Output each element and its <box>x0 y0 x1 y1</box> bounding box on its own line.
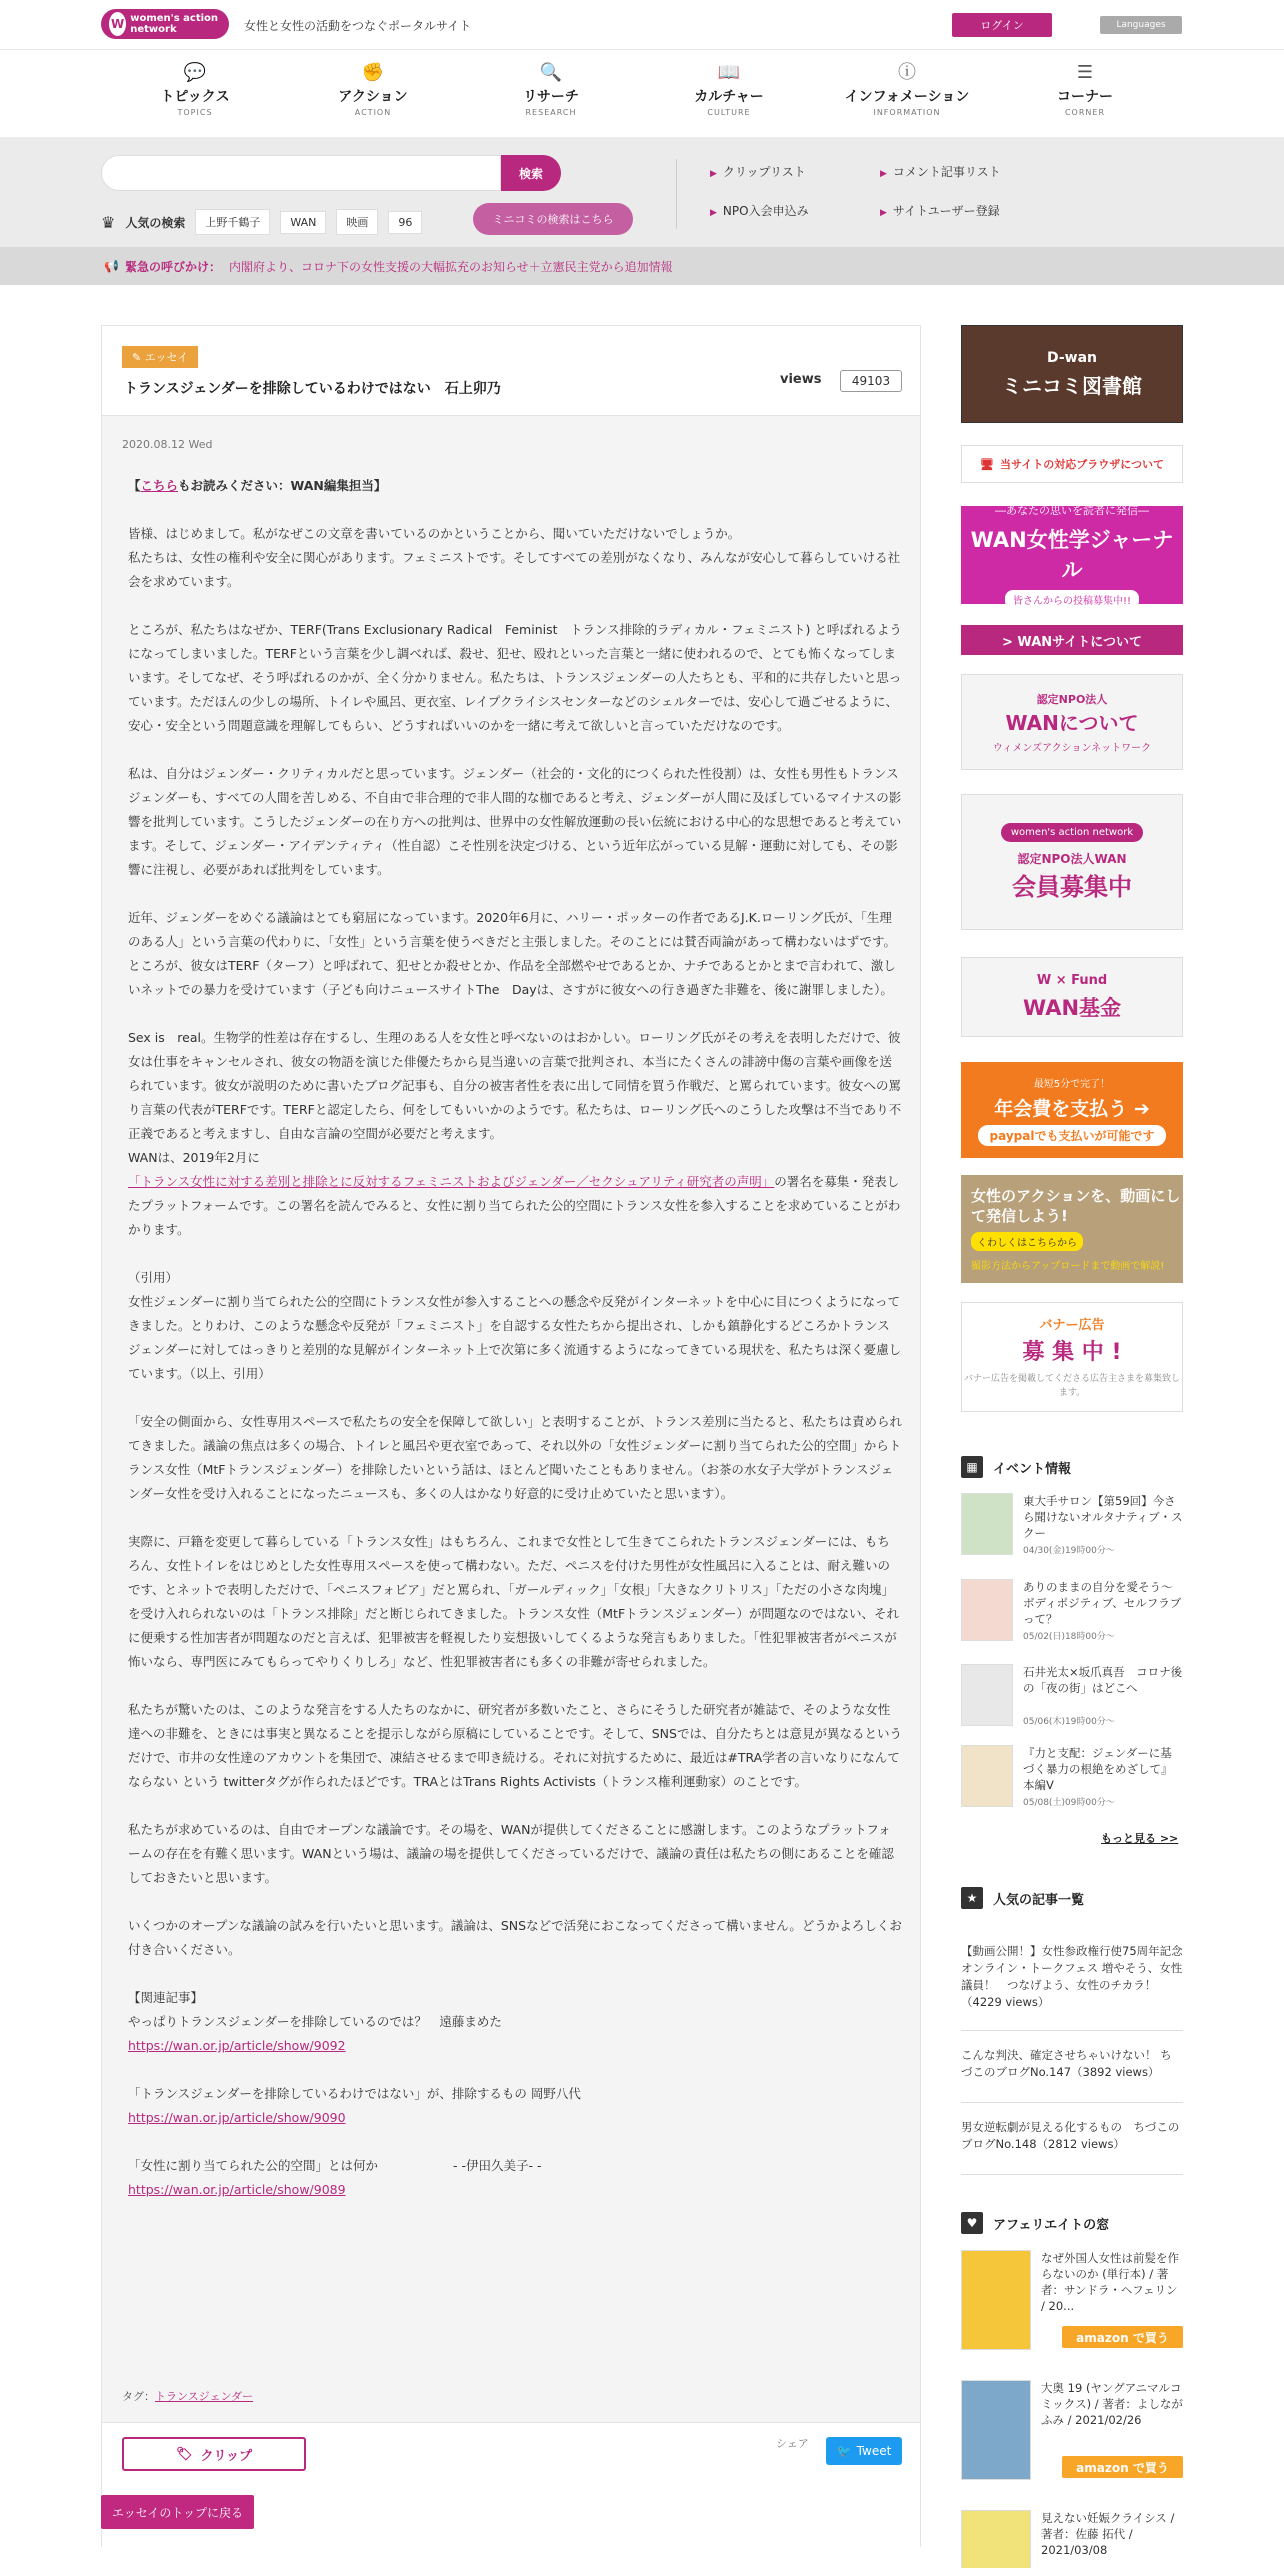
banner-small: 認定NPO法人WAN <box>1017 851 1127 866</box>
note-text: 【 <box>128 478 141 493</box>
article-title: トランスジェンダーを排除しているわけではない 石上卯乃 <box>124 381 501 397</box>
quote-paragraph: （引用） 女性ジェンダーに割り当てられた公的空間にトランス女性が参入することへの懸念や反発がインターネットを中心に目につくようになってきました。とりわけ、このような懸念や反発が「フェミニスト」を自認する女性たちから提出され、しかも鎮静化するどころかトランスジェンダーに対してはっきりと差別的な見解がインターネット上で次第に多く流通するようになってきている現状を、私たちは深く憂慮しています。（以上、引用） <box>128 1270 902 1381</box>
site-tagline: 女性と女性の活動をつなぐポータルサイト <box>244 19 472 33</box>
main-nav <box>120 62 1160 124</box>
heading-label: イベント情報 <box>993 1461 1072 1477</box>
related-title: 「トランスジェンダーを排除しているわけではない」が、排除するもの 岡野八代 <box>128 2086 581 2101</box>
search-input[interactable] <box>101 155 501 191</box>
views-label: views <box>780 372 822 387</box>
tweet-label: Tweet <box>856 2444 892 2458</box>
banner-note: くわしくはこちらから <box>971 1232 1083 1251</box>
login-button[interactable]: ログイン <box>952 13 1052 37</box>
affiliate-item <box>961 2250 1183 2360</box>
paragraph <box>128 1146 902 1242</box>
related-article <box>128 2154 902 2202</box>
clip-label: クリップ <box>200 2448 252 2464</box>
event-thumbnail <box>961 1493 1013 1555</box>
nav-sublabel: ACTION <box>354 108 392 117</box>
star-icon: ★ <box>961 1887 983 1909</box>
tags-label: タグ： <box>122 2390 155 2403</box>
paragraph: 私たちが驚いたのは、このような発言をする人たちのなかに、研究者が多数いたこと、さらにそうした研究者が雑誌で、そのような女性達への非難を、ときには事実と異なることを提示しながら原稿にしていることです。そして、SNSでは、自分たちとは意見が異なるというだけで、市井の女性達のアカウントを集団で、凍結させるまで叩き続ける。それに対抗するために、最近は#TRA学者の言いなりになんてならない という twitterタグが作られたほどです。TRAとはTrans Rights Activists（トランス権利運動家）のことです。 <box>128 1702 902 1789</box>
member-recruit-banner[interactable] <box>961 794 1183 930</box>
paragraph: いくつかのオープンな議論の試みを行いたいと思います。議論は、SNSなどで活発におこなってくださって構いません。どうかよろしくお付き合いください。 <box>128 1918 902 1957</box>
amazon-buy-button[interactable]: amazon で買う <box>1062 2456 1183 2478</box>
pay-fee-banner[interactable] <box>961 1062 1183 1158</box>
calendar-icon: ▦ <box>961 1456 983 1478</box>
banner-large: 会員募集中 <box>1012 872 1132 901</box>
banner-sub: 撮影方法からアップロードまで動画で解説! <box>971 1261 1165 1272</box>
event-item[interactable] <box>961 1745 1183 1815</box>
related-link[interactable]: https://wan.or.jp/article/show/9089 <box>128 2182 346 2197</box>
megaphone-icon: 📢 <box>104 259 119 273</box>
alert-message-link[interactable]: 内閣府より、コロナ下の女性支援の大幅拡充のお知らせ＋立憲民主党から追加情報 <box>228 259 673 274</box>
article-date: 2020.08.12 Wed <box>122 438 213 451</box>
event-item[interactable] <box>961 1664 1183 1734</box>
article-panel <box>101 325 921 2547</box>
banner-label: 当サイトの対応ブラウザについて <box>999 458 1164 471</box>
site-logo[interactable] <box>101 9 229 39</box>
tag-icon: 🏷 <box>176 2446 193 2462</box>
statement-link[interactable]: 「トランス女性に対する差別と排除とに反対するフェミニストおよびジェンダー／セクシュアリティ研究者の声明」 <box>128 1174 775 1189</box>
comment-list-link[interactable] <box>880 163 1050 180</box>
popular-article[interactable]: 男女逆転劇が見える化するもの ちづこのブログNo.148（2812 views） <box>961 2119 1183 2175</box>
nav-information[interactable] <box>832 62 982 124</box>
menu-icon: ☰ <box>1076 62 1094 83</box>
paragraph: ところが、私たちはなぜか、TERF(Trans Exclusionary Radical Feminist トランス排除的ラディカル・フェミニスト) と呼ばれるようになってしまいました。TERFという言葉を少し調べれば、殺せ、犯せ、殴れといった言葉と一緒に使われるので、とても怖くなってしまいます。そしてなぜ、そう呼ばれるのかが、全く分かりません。私たちは、トランスジェンダーの人たちとも、平和的に共存したいと思っています。ただほんの少しの場所、トイレや風呂、更衣室、レイプクライシスセンターなどのシェルターでは、安心して過ごせるように、安心・安全という問題意識を理解してもらい、どうすればいいのかを一緒に考えて欲しいと言っていただけなのです。 <box>128 622 902 733</box>
popular-article[interactable]: こんな判決、確定させちゃいけない！ ちづこのブログNo.147（3892 views） <box>961 2047 1183 2103</box>
npo-about-banner[interactable] <box>961 674 1183 770</box>
quick-links <box>710 163 1050 219</box>
popular-tag[interactable]: WAN <box>280 211 326 234</box>
paragraph: 皆様、はじめまして。私がなぜこの文章を書いているのかということから、聞いていただけないでしょうか。 私たちは、女性の権利や安全に関心があります。フェミニストです。そしてすべての差別がなくなり、みんなが安心して暮らしていける社会を求めています。 <box>128 526 901 589</box>
nav-sublabel: RESEARCH <box>525 108 577 117</box>
nav-sublabel: CULTURE <box>707 108 751 117</box>
events-more-link[interactable]: もっと見る >> <box>1101 1832 1179 1845</box>
views-count: 49103 <box>840 370 902 392</box>
journal-banner[interactable] <box>961 503 1183 607</box>
event-date: 05/08(土)09時00分～ <box>1023 1798 1115 1808</box>
pencil-icon: ✎ <box>132 351 145 364</box>
link-label: サイトユーザー登録 <box>892 204 1000 218</box>
event-date: 04/30(金)19時00分～ <box>1023 1546 1115 1556</box>
paragraph: 「安全の側面から、女性専用スペースで私たちの安全を保障して欲しい」と表明することが、トランス差別に当たると、私たちは責められてきました。議論の焦点は多くの場合、トイレと風呂や更衣室であって、それ以外の「女性ジェンダーに割り当てられた公的空間」からトランス女性（MtFトランスジェンダー）を排除したいという話は、ほとんど聞いたこともありません。（お茶の水女子大学がトランスジェンダー女性を受け入れることになったニュースも、多くの人はかなり好意的に受け止めていたと思います）。 <box>128 1414 903 1501</box>
banner-note: ウィメンズアクションネットワーク <box>992 742 1152 754</box>
popular-tag[interactable]: 96 <box>388 211 422 234</box>
popular-heading <box>961 1887 1084 1909</box>
user-register-link[interactable] <box>880 202 1050 219</box>
link-label: クリップリスト <box>722 165 806 179</box>
nav-sublabel: INFORMATION <box>873 108 941 117</box>
banner-large: WAN基金 <box>1022 995 1122 1020</box>
event-title: ありのままの自分を愛そう〜ボディポジティブ、セルフラブって？ <box>1023 1580 1182 1626</box>
nav-label: カルチャー <box>694 89 764 105</box>
banner-small: D-wan <box>1046 349 1098 366</box>
heading-label: 人気の記事一覧 <box>993 1892 1085 1908</box>
paragraph-text: WANは、2019年2月に <box>128 1150 260 1165</box>
paragraph: 私は、自分はジェンダー・クリティカルだと思っています。ジェンダー（社会的・文化的につくられた性役割）は、女性も男性もトランスジェンダーも、すべての人間を苦しめる、不自由で非合理的で非人間的な枷であると考え、ジェンダーが人間に及ぼしているマイナスの影響を批判しています。こうしたジェンダーの在り方への批判は、世界中の女性解放運動の長い伝統における中心的な思想であると考えています。そして、ジェンダー・アイデンティティ（性自認）こそ性別を決定づける、という近年広がっている見解・運動に対しても、その影響に注視し、必要があれば批判をしています。 <box>128 766 902 877</box>
banner-small: W × Fund <box>1036 972 1108 988</box>
event-date: 05/02(日)18時00分～ <box>1023 1632 1115 1642</box>
book-icon: 📖 <box>717 62 741 83</box>
divider <box>676 159 677 229</box>
nav-label: アクション <box>338 89 408 105</box>
monitor-icon: 🖥 <box>980 457 994 471</box>
related-title: やっぱりトランスジェンダーを排除しているのでは？ 遠藤まめた <box>128 2014 502 2029</box>
affiliate-heading <box>961 2212 1109 2234</box>
event-title: 東大手サロン【第59回】今さら聞けないオルタナティブ・スクー <box>1023 1494 1183 1540</box>
paragraph: 実際に、戸籍を変更して暮らしている「トランス女性」はもちろん、これまで女性として生きてこられたトランスジェンダーには、もちろん、女性トイレをはじめとした女性専用スペースを使って構わない。ただ、ペニスを付けた男性が女性風呂に入ることは、耐え難いのです、とネットで表明しただけで、「ペニスフォビア」だと罵られ、「ガールディック」「女根」「大きなクリトリス」「ただの小さな肉塊」を受け入れられないのは「トランス排除」だと断じられてきました。トランス女性（MtFトランスジェンダー）が問題なのではない、それに便乗する性加害者が問題なのだと言えば、犯罪被害を軽視したり妄想扱いしてくるような発言もありました。「性犯罪被害者がペニスが怖いなら、専門医にみてもらってやりくりしろ」など、性犯罪被害者にも多くの非難が寄せられました。 <box>128 1534 900 1669</box>
speech-icon: 💬 <box>183 62 207 83</box>
banner-logo: women's action network <box>1001 823 1143 842</box>
book-cover <box>961 2510 1031 2568</box>
note-link[interactable]: こちら <box>140 478 179 493</box>
popular-article[interactable]: 【動画公開！】女性参政権行使75周年記念 オンライン・トークフェス 増やそう、女性議員！ つなげよう、女性のチカラ！（4229 views） <box>961 1943 1183 2031</box>
article-header <box>102 326 920 416</box>
banner-large: WAN女性学ジャーナル <box>970 527 1174 582</box>
languages-button[interactable]: Languages <box>1100 16 1182 34</box>
arrow-icon: ▶ <box>880 169 887 179</box>
tag-link[interactable]: トランスジェンダー <box>155 2390 254 2403</box>
related-link[interactable]: https://wan.or.jp/article/show/9092 <box>128 2038 346 2053</box>
banner-title: 女性のアクションを、動画にして発信しよう! <box>971 1187 1181 1225</box>
browser-support-banner[interactable] <box>961 445 1183 483</box>
event-item[interactable] <box>961 1579 1183 1649</box>
nav-corner[interactable] <box>1010 62 1160 124</box>
event-thumbnail <box>961 1664 1013 1726</box>
paragraph: Sex is real。生物学的性差は存在するし、生理のある人を女性と呼べないのはおかしい。ローリング氏がその考えを表明しただけで、彼女は仕事をキャンセルされ、彼女の物語を演じた俳優たちから見当違いの言葉で批判され、本当にたくさんの誹謗中傷の言葉や画像を送られています。彼女が説明のために書いたブログ記事も、自分の被害者性を表に出して同情を買う作戦だ、と罵られています。彼女への罵り言葉の代表がTERFです。TERFと認定したら、何をしてもいいかのようです。私たちは、ローリング氏へのこうした攻撃は不当であり不正義であると考えますし、自由な言論の空間が必要だと考えます。 <box>128 1030 902 1141</box>
logo-text: women's action network <box>130 13 219 35</box>
amazon-buy-button[interactable]: amazon で買う <box>1062 2326 1183 2348</box>
banner-large: 年会費を支払う ➔ <box>994 1097 1150 1120</box>
clip-list-link[interactable] <box>710 163 880 180</box>
affiliate-item <box>961 2510 1183 2568</box>
banner-ad-recruit[interactable] <box>961 1302 1183 1412</box>
paragraph: 私たちが求めているのは、自由でオープンな議論です。その場を、WANが提供してくださることに感謝します。このようなプラットフォームの存在を有難く思います。WANという場は、議論の場を提供してくださっているだけで、議論の責任は私たちの側にあることを確認しておきたいと思います。 <box>128 1822 894 1885</box>
arrow-icon: ▶ <box>880 208 887 218</box>
banner-small: ―あなたの思いを読者に発信― <box>995 503 1149 517</box>
event-item[interactable] <box>961 1493 1183 1563</box>
related-articles <box>128 1986 902 2058</box>
heading-label: アフェリエイトの窓 <box>993 2217 1110 2233</box>
banner-large: WANについて <box>1005 710 1139 735</box>
popular-tag[interactable]: 上野千鶴子 <box>195 209 270 235</box>
nav-label: インフォメーション <box>844 89 970 105</box>
banner-small: バナー広告 <box>1039 1318 1105 1333</box>
nav-topics[interactable] <box>120 62 270 124</box>
article-tags <box>122 2388 253 2404</box>
banner-note: バナー広告を掲載してくださる広告主さまを募集致します。 <box>963 1374 1180 1398</box>
twitter-bird-icon: 🐦 <box>836 2444 852 2458</box>
event-title: 石井光太×坂爪真吾 コロナ後の「夜の街」はどこへ <box>1023 1665 1183 1695</box>
logo-mark: W <box>109 12 126 36</box>
nav-sublabel: TOPICS <box>177 108 213 117</box>
link-label: NPO入会申込み <box>722 204 809 218</box>
banner-small: 最短5分で完了！ <box>1033 1078 1111 1090</box>
dwan-library-banner[interactable] <box>961 325 1183 423</box>
affiliate-title[interactable]: 見えない妊娠クライシス / 著者：佐藤 拓代 / 2021/03/08 <box>1041 2511 1175 2557</box>
category-badge[interactable] <box>122 346 198 368</box>
video-action-banner[interactable] <box>961 1175 1183 1283</box>
event-thumbnail <box>961 1579 1013 1641</box>
related-link[interactable]: https://wan.or.jp/article/show/9090 <box>128 2110 346 2125</box>
search-button[interactable]: 検索 <box>501 155 561 191</box>
popular-tag[interactable]: 映画 <box>336 209 378 235</box>
minicomi-search-button[interactable]: ミニコミの検索はこちら <box>473 203 633 235</box>
paragraph-text: の署名を募集・発表したプラットフォームです。この署名を読んでみると、女性に割り当てられた公的空間にトランス女性を参入することを求めていることがわかります。 <box>128 1174 901 1237</box>
event-date: 05/06(木)19時00分～ <box>1023 1717 1115 1727</box>
nav-label: トピックス <box>160 89 230 105</box>
related-article <box>128 2082 902 2130</box>
clip-button[interactable] <box>122 2437 306 2471</box>
magnifier-icon: 🔍 <box>539 62 563 83</box>
arrow-icon: ▶ <box>710 169 717 179</box>
editor-note <box>128 474 902 498</box>
affiliate-item <box>961 2380 1183 2490</box>
event-thumbnail <box>961 1745 1013 1807</box>
alert-label: 緊急の呼びかけ： <box>124 259 221 274</box>
heart-icon: ♥ <box>961 2212 983 2234</box>
event-title: 『力と支配：ジェンダーに基づく暴力の根絶をめざして』 本編V <box>1023 1746 1179 1792</box>
paragraph: 近年、ジェンダーをめぐる議論はとても窮屈になっています。2020年6月に、ハリー・ポッターの作者であるJ.K.ローリング氏が、「生理のある人」という言葉の代わりに、「女性」という言葉を使うべきだと主張しました。そのことには賛否両論があって構わないはずです。ところが、彼女はTERF（ターフ）と呼ばれて、犯せとか殺せとか、作品を全部燃やせであるとか、ナチであるとかとまで言われて、激しいネットでの暴力を受けています（子ども向けニュースサイトThe Dayは、さすがに彼女への行き過ぎた非難を、後に謝罪しました）。 <box>128 910 897 997</box>
nav-research[interactable] <box>476 62 626 124</box>
arrow-icon: ▶ <box>710 208 717 218</box>
affiliate-title[interactable]: 大奥 19 (ヤングアニマルコミックス) / 著者：よしながふみ / 2021/02/26 <box>1041 2381 1183 2427</box>
banner-note: 皆さんからの投稿募集中!! <box>1005 590 1139 609</box>
related-title: 「女性に割り当てられた公的空間」とは何か - -伊田久美子- - <box>128 2158 542 2173</box>
nav-sublabel: CORNER <box>1064 108 1106 117</box>
banner-note: paypalでも支払いが可能です <box>978 1125 1167 1146</box>
hand-icon: ✊ <box>361 62 385 83</box>
category-label: エッセイ <box>144 351 189 364</box>
related-label: 【関連記事】 <box>128 1990 204 2005</box>
nav-label: リサーチ <box>523 89 579 105</box>
info-icon: ⓘ <box>898 62 916 83</box>
note-text: もお読みください：WAN編集担当】 <box>178 478 387 493</box>
npo-join-link[interactable] <box>710 202 880 219</box>
affiliate-title[interactable]: なぜ外国人女性は前髪を作らないのか (単行本) / 著者：サンドラ・ヘフェリン / 20... <box>1041 2251 1179 2313</box>
link-label: コメント記事リスト <box>892 165 1001 179</box>
wan-fund-banner[interactable] <box>961 957 1183 1037</box>
banner-large: 募 集 中 ! <box>1022 1340 1122 1365</box>
nav-culture[interactable] <box>654 62 804 124</box>
back-to-essay-button[interactable]: エッセイのトップに戻る <box>101 2495 254 2529</box>
share-label: シェア <box>776 2437 809 2450</box>
banner-large: ミニコミ図書館 <box>1002 373 1142 398</box>
book-cover <box>961 2380 1031 2480</box>
emergency-alert <box>0 247 1284 285</box>
popular-searches <box>101 209 422 235</box>
about-wan-button[interactable]: > WANサイトについて <box>961 625 1183 655</box>
banner-small: 認定NPO法人 <box>1036 692 1108 706</box>
top-bar <box>0 0 1284 50</box>
crown-icon: ♛ <box>101 212 116 232</box>
nav-action[interactable] <box>298 62 448 124</box>
search-band <box>0 137 1284 247</box>
article-body <box>128 474 902 2226</box>
book-cover <box>961 2250 1031 2350</box>
tweet-button[interactable] <box>826 2437 902 2465</box>
events-heading <box>961 1456 1071 1478</box>
nav-label: コーナー <box>1057 89 1113 105</box>
popular-label: 人気の検索 <box>125 215 186 230</box>
